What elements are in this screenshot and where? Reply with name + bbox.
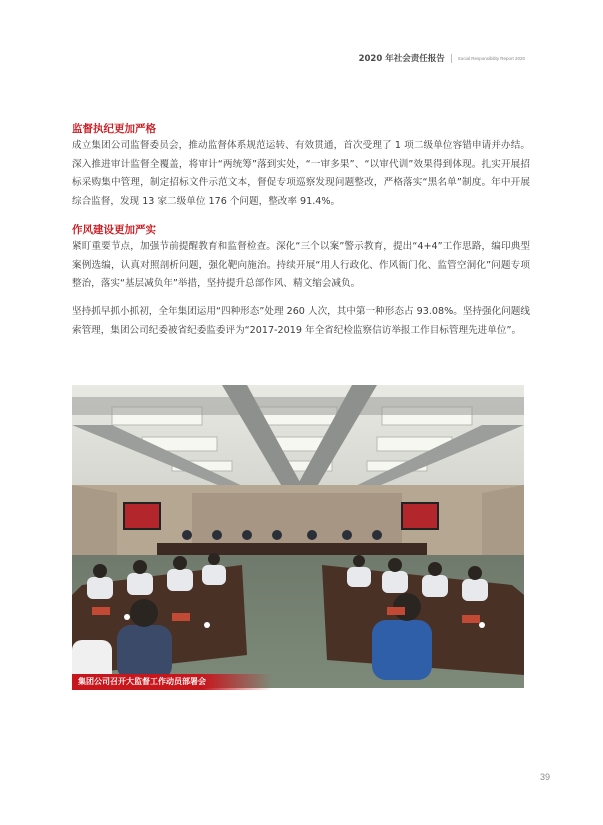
photo-caption: 集团公司召开大监督工作动员部署会 (78, 677, 206, 686)
section-heading-conduct: 作风建设更加严实 (72, 224, 156, 236)
section-heading-supervision: 监督执纪更加严格 (72, 123, 156, 135)
report-title: 2020 年社会责任报告 (358, 54, 445, 64)
paragraph-supervision: 成立集团公司监督委员会，推动监督体系规范运转、有效贯通，首次受理了 1 项二级单位容错申请并办结。深入推进审计监督全覆盖，将审计“两统筹”落到实处，“一审多果”、“以审代训”效果得到体现。扎实开展招标采购集中管理，制定招标文件示范文本，督促专项巡察发现问题整改，严格落实“黑名单”制度。年中开展综合监督，发现 13 家二级单位 176 个问题，整改率 91.4%。 (72, 140, 530, 207)
header-divider (451, 54, 452, 63)
page-header (359, 52, 525, 64)
page-number: 39 (540, 772, 551, 782)
paragraph-conduct-2: 坚持抓早抓小抓初，全年集团运用“四种形态”处理 260 人次，其中第一种形态占 93.08%。坚持强化问题线索管理，集团公司纪委被省纪委监委评为“2017-2019 年全省纪检监察信访举报工作目标管理先进单位”。 (72, 306, 530, 336)
report-subtitle: Social Responsibility Report 2020 (457, 55, 525, 61)
photo-caption-bar (72, 674, 272, 690)
paragraph-conduct-1: 紧盯重要节点，加强节前提醒教育和监督检查。深化“三个以案”警示教育，提出“4+4”工作思路，编印典型案例选编，认真对照剖析问题，强化靶向施治。持续开展“用人行政化、作风衙门化、监管空洞化”问题专项整治，落实“基层减负年”举措，坚持提升总部作风、精文缩会减负。 (72, 241, 530, 289)
meeting-photo (72, 385, 524, 688)
